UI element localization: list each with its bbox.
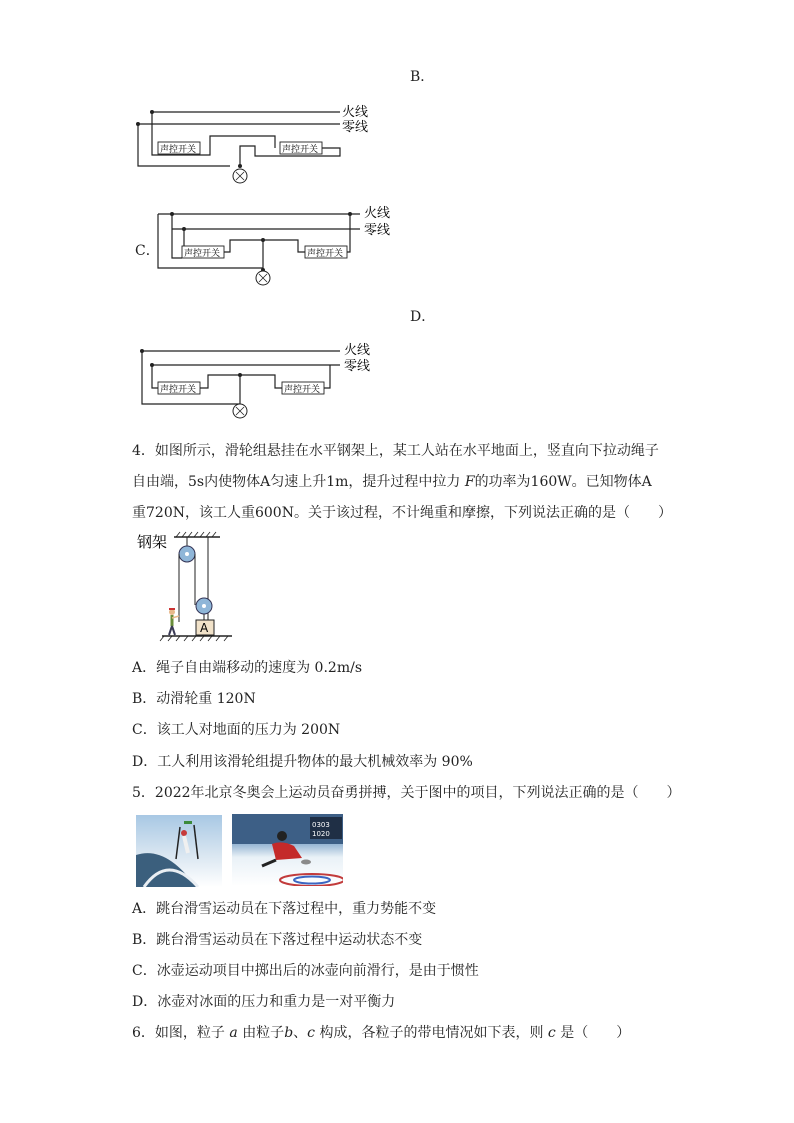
q5-option-d: D．冰壶对冰面的压力和重力是一对平衡力	[132, 994, 396, 1010]
circuit-diagram-c	[150, 202, 410, 292]
q4-text: 自由端，5s内使物体A匀速上升1m，提升过程中拉力	[132, 474, 461, 490]
q4-line-1	[132, 441, 659, 461]
sound-switch-label: 声控开关	[160, 385, 197, 395]
neutral-wire-label: 零线	[364, 223, 391, 238]
q5-option-a: A．跳台滑雪运动员在下落过程中，重力势能不变	[132, 901, 437, 917]
worker-figure	[169, 608, 179, 635]
q4-number: 4．	[132, 443, 155, 459]
scoreboard-top: 0303	[312, 821, 330, 829]
q6-question: 6．如图，粒子 a 由粒子b、c 构成，各粒子的带电情况如下表，则 c 是（ ）	[132, 1025, 631, 1041]
q5-question: 5．2022年北京冬奥会上运动员奋勇拼搏，关于图中的项目，下列说法正确的是（ ）	[132, 785, 681, 801]
particle-a-symbol: a	[229, 1025, 238, 1041]
curling-photo	[232, 814, 343, 886]
q4-text: 的功率为160W。已知物体A	[474, 474, 652, 490]
q4-line-2	[132, 472, 652, 492]
q5-option-b: B．跳台滑雪运动员在下落过程中运动状态不变	[132, 932, 423, 948]
live-wire-label: 火线	[342, 105, 369, 120]
q4-option-b: B．动滑轮重 120N	[132, 691, 256, 707]
option-d-letter: D．	[410, 309, 436, 325]
ski-jump-illustration	[136, 815, 222, 887]
q4-option-d: D．工人利用该滑轮组提升物体的最大机械效率为 90%	[132, 754, 473, 770]
pulley-figure	[132, 530, 242, 648]
steel-frame-label: 钢架	[137, 533, 168, 551]
particle-c-symbol: c	[547, 1025, 556, 1041]
live-wire-label: 火线	[364, 206, 391, 221]
circuit-diagram-d	[130, 338, 390, 426]
particle-b-symbol: b	[284, 1025, 294, 1041]
option-b-letter: B．	[410, 69, 435, 85]
q4-text: 如图所示，滑轮组悬挂在水平钢架上，某工人站在水平地面上，竖直向下拉动绳子	[154, 443, 659, 459]
live-wire-label: 火线	[344, 343, 371, 358]
q4-line-3: 重720N，该工人重600N。关于该过程，不计绳重和摩擦，下列说法正确的是（ ）	[132, 505, 672, 521]
force-symbol: F	[464, 474, 475, 490]
neutral-wire-label: 零线	[344, 359, 371, 374]
neutral-wire-label: 零线	[342, 120, 369, 135]
q4-option-a: A．绳子自由端移动的速度为 0.2m/s	[132, 660, 363, 676]
sound-switch-label: 声控开关	[184, 249, 221, 259]
particle-c-symbol: c	[307, 1025, 315, 1041]
option-c-letter: C．	[135, 243, 160, 259]
sound-switch-label: 声控开关	[307, 249, 344, 259]
circuit-diagram-b	[130, 98, 390, 188]
scoreboard-bottom: 1020	[312, 830, 330, 838]
ski-jump-photo	[136, 815, 222, 887]
q5-option-c: C．冰壶运动项目中掷出后的冰壶向前滑行，是由于惯性	[132, 963, 479, 979]
sound-switch-label: 声控开关	[282, 145, 319, 155]
block-a-label: A	[200, 621, 209, 635]
q4-option-c: C．该工人对地面的压力为 200N	[132, 722, 341, 738]
sound-switch-label: 声控开关	[284, 385, 321, 395]
curling-illustration	[232, 814, 343, 886]
sound-switch-label: 声控开关	[160, 145, 197, 155]
